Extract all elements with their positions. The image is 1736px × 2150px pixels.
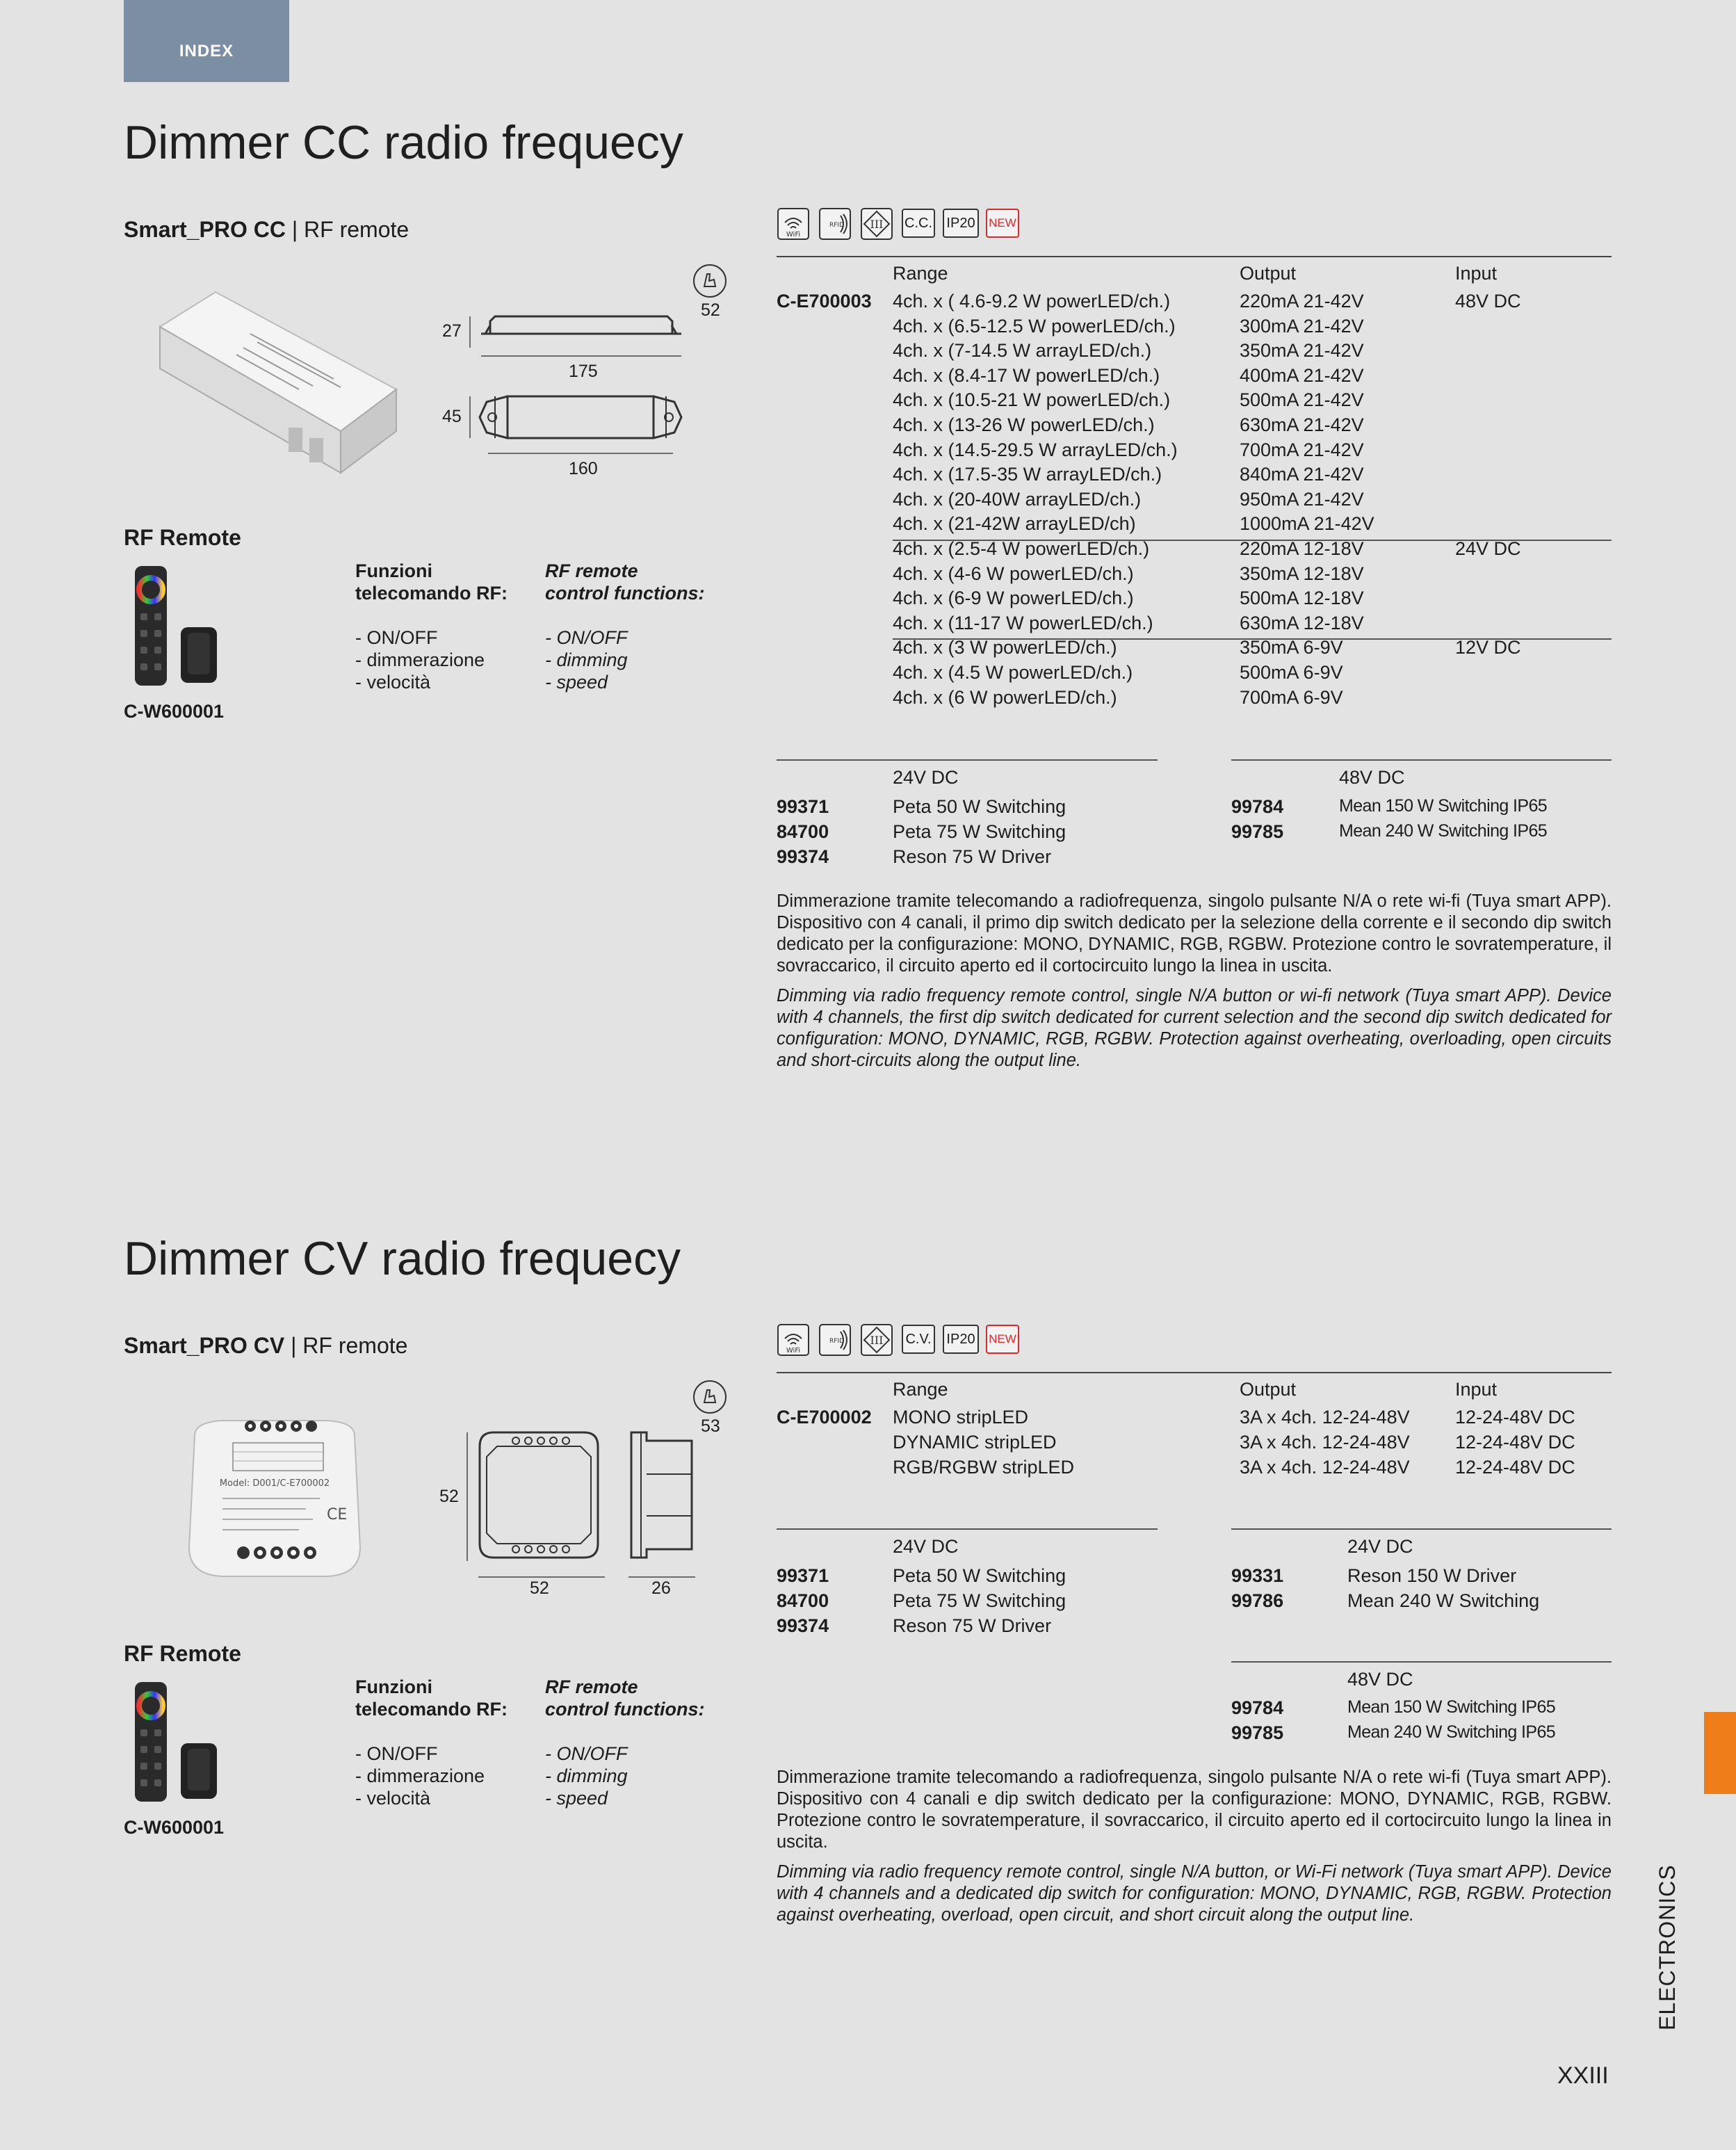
cc-product-code: C-E700003 — [777, 291, 872, 312]
cc-range-cell: 4ch. x (17.5-35 W arrayLED/ch.) — [893, 464, 1162, 485]
cv-input-cell: 12-24-48V DC — [1455, 1457, 1575, 1478]
cc-output-cell: 630mA 21-42V — [1240, 414, 1364, 435]
cv-ps-right2-code: 99785 — [1231, 1722, 1284, 1743]
cc-header-output: Output — [1240, 263, 1297, 284]
cv-remote-en-item: - dimming — [545, 1765, 628, 1786]
cv-remote-en-item: - speed — [545, 1788, 608, 1809]
svg-text:WiFi: WiFi — [786, 231, 801, 239]
cc-header-input: Input — [1455, 263, 1498, 284]
cv-ps-left-name: Reson 75 W Driver — [893, 1615, 1052, 1636]
cv-ps-left-code: 84700 — [777, 1590, 829, 1611]
cv-desc-it: Dimmerazione tramite telecomando a radiofrequenza, singolo pulsante N/A o rete wi-fi (Tuya smart APP). Dispositivo con 4 canali e dip switch dedicato per la configurazione: MONO, DYNAMIC, RGB, RGBW. Protezione contro le sovratemperature, il sovraccarico, il circuito aperto ed il cortocircuito lungo la linea in uscita. — [777, 1768, 1612, 1852]
cv-remote-en-title-1: RF remote — [545, 1676, 638, 1697]
cc-remote-title: RF Remote — [124, 525, 241, 550]
cv-device-label: Model: D001/C-E700002 — [219, 1478, 330, 1489]
cv-ps-right2-name: Mean 240 W Switching IP65 — [1347, 1722, 1556, 1742]
cc-ps-left-rule — [777, 759, 1158, 761]
cv-remote-en-title-2: control functions: — [545, 1699, 705, 1720]
cc-dim-width: 45 — [442, 407, 462, 426]
cc-output-cell: 350mA 6-9V — [1240, 637, 1343, 658]
index-tab[interactable]: INDEX — [124, 0, 289, 82]
cc-ps-left-name: Reson 75 W Driver — [893, 846, 1052, 867]
svg-text:RFID: RFID — [829, 222, 845, 229]
cv-output-cell: 3A x 4ch. 12-24-48V — [1240, 1457, 1410, 1478]
cc-range-cell: 4ch. x (10.5-21 W powerLED/ch.) — [893, 389, 1171, 411]
cc-range-cell: 4ch. x (20-40W arrayLED/ch.) — [893, 488, 1142, 510]
cc-output-cell: 500mA 6-9V — [1240, 662, 1343, 683]
cv-subtitle — [124, 1333, 407, 1359]
cc-ps-right-name: Mean 150 W Switching IP65 — [1339, 796, 1548, 816]
cv-ps-left-name: Peta 50 W Switching — [893, 1565, 1066, 1586]
cc-range-cell: 4ch. x (6-9 W powerLED/ch.) — [893, 588, 1134, 609]
cc-group-input: 48V DC — [1455, 291, 1521, 312]
cc-range-cell: 4ch. x (8.4-17 W powerLED/ch.) — [893, 364, 1160, 386]
svg-text:III: III — [870, 218, 884, 231]
cv-remote-it — [355, 1676, 508, 1809]
cc-remote-it-title-2: telecomando RF: — [355, 583, 508, 604]
cv-ps-left-code: 99374 — [777, 1615, 829, 1636]
cc-product-photo — [153, 285, 403, 480]
cc-remote-it — [355, 560, 508, 693]
cc-group-input: 24V DC — [1455, 538, 1521, 559]
cc-output-cell: 350mA 21-42V — [1240, 340, 1364, 362]
cv-remote-it-item: - dimmerazione — [355, 1765, 485, 1786]
cv-ps-right-name: Mean 240 W Switching — [1347, 1590, 1540, 1611]
cc-remote-en — [545, 560, 704, 693]
cc-ps-right-title: 48V DC — [1339, 767, 1405, 788]
cc-output-cell: 840mA 21-42V — [1240, 464, 1364, 485]
cv-ps-left-rule — [777, 1528, 1158, 1530]
cc-dim-height: 27 — [442, 321, 462, 341]
cc-output-cell: 500mA 12-18V — [1240, 588, 1364, 609]
cc-output-cell: 220mA 12-18V — [1240, 538, 1364, 559]
cc-remote-en-title-2: control functions: — [545, 583, 705, 604]
cc-remote-it-title-1: Funzioni — [355, 560, 432, 581]
cc-desc-en: Dimming via radio frequency remote control, single N/A button or wi-fi network (Tuya smart APP). Device with 4 channels, the first dip switch dedicated for current selection and the second dip switch dedicated for configuration: MONO, DYNAMIC, RGB, RGBW. Protection against overheating, overloading, open circuits and short-circuits along the output line. — [777, 986, 1612, 1070]
cv-ps-right-name: Reson 150 W Driver — [1347, 1565, 1517, 1586]
cv-range-cell: DYNAMIC stripLED — [893, 1432, 1057, 1453]
cc-dim-fix: 160 — [569, 459, 598, 478]
cc-range-cell: 4ch. x (3 W powerLED/ch.) — [893, 637, 1117, 658]
cv-ps-right2-rule — [1231, 1661, 1612, 1663]
cv-input-cell: 12-24-48V DC — [1455, 1432, 1575, 1453]
cc-range-cell: 4ch. x (4-6 W powerLED/ch.) — [893, 563, 1134, 584]
cc-remote-en-title-1: RF remote — [545, 560, 638, 581]
cc-badge-new: NEW — [986, 209, 1019, 238]
cc-range-cell: 4ch. x (4.5 W powerLED/ch.) — [893, 662, 1133, 683]
cv-cert-icons — [777, 1323, 899, 1357]
cc-ps-left-title: 24V DC — [893, 767, 959, 788]
cc-range-cell: 4ch. x (13-26 W powerLED/ch.) — [893, 414, 1155, 435]
cc-remote-code: C-W600001 — [124, 701, 225, 722]
cc-remote-it-item: - dimmerazione — [355, 649, 485, 670]
cc-output-cell: 400mA 21-42V — [1240, 364, 1364, 386]
cv-output-cell: 3A x 4ch. 12-24-48V — [1240, 1407, 1410, 1428]
cv-desc-en: Dimming via radio frequency remote control, single N/A button, or Wi-Fi network (Tuya smart APP). Device with 4 channels and a dedicated dip switch for configuration: MONO, DYNAMIC, RGB, RGBW. Protection against overheating, overload, open circuit, and short circuit along the output line. — [777, 1862, 1612, 1925]
cc-output-cell: 1000mA 21-42V — [1240, 513, 1374, 535]
cc-ps-right-code: 99784 — [1231, 796, 1284, 817]
cv-header-input: Input — [1455, 1379, 1498, 1400]
cc-header-range: Range — [893, 263, 948, 284]
cv-range-cell: MONO stripLED — [893, 1407, 1029, 1428]
cv-ref-page: 53 — [701, 1416, 720, 1436]
svg-text:CE: CE — [327, 1506, 348, 1523]
cc-range-cell: 4ch. x (21-42W arrayLED/ch) — [893, 513, 1136, 535]
cc-ps-right-code: 99785 — [1231, 821, 1284, 842]
cc-desc-it: Dimmerazione tramite telecomando a radiofrequenza, singolo pulsante N/A o rete wi-fi (Tuya smart APP). Dispositivo con 4 canali, il primo dip switch dedicato per la selezione della corrente e il secondo dip switch dedicato per la configurazione: MONO, DYNAMIC, RGB, RGBW. Protezione contro le sovratemperature, il sovraccarico, il circuito aperto ed il cortocircuito lungo la linea in uscita. — [777, 891, 1612, 976]
cc-badge-cc: C.C. — [902, 209, 935, 238]
cc-hand-icon — [692, 263, 728, 299]
cv-input-cell: 12-24-48V DC — [1455, 1407, 1575, 1428]
cc-remote-en-item: - speed — [545, 672, 608, 693]
cc-badge-ip20: IP20 — [943, 209, 979, 238]
cc-output-cell: 700mA 21-42V — [1240, 439, 1364, 460]
side-section-label[interactable]: ELECTRONICS — [1655, 1864, 1680, 2030]
cc-ps-right-name: Mean 240 W Switching IP65 — [1339, 821, 1548, 841]
cv-badge-new: NEW — [986, 1325, 1019, 1354]
cv-header-range: Range — [893, 1379, 948, 1400]
cv-ps-right-code: 99786 — [1231, 1590, 1284, 1611]
cv-ps-right2-code: 99784 — [1231, 1697, 1284, 1718]
cc-dim-length: 175 — [569, 362, 598, 381]
cv-dim-depth: 26 — [651, 1578, 671, 1598]
cc-ps-left-code: 99374 — [777, 846, 829, 867]
cc-subtitle-bold: Smart_PRO CC — [124, 217, 286, 242]
cv-remote-it-title-2: telecomando RF: — [355, 1699, 508, 1720]
cc-cert-icons — [777, 207, 899, 241]
cv-remote-it-item: - ON/OFF — [355, 1743, 438, 1764]
cc-title: Dimmer CC radio frequecy — [124, 116, 683, 169]
cc-remote-photo — [129, 563, 227, 688]
svg-text:RFID: RFID — [829, 1338, 845, 1345]
cc-range-cell: 4ch. x ( 4.6-9.2 W powerLED/ch.) — [893, 291, 1171, 312]
cc-remote-it-item: - velocità — [355, 672, 431, 693]
cv-header-output: Output — [1240, 1379, 1297, 1400]
cc-ps-left-name: Peta 75 W Switching — [893, 821, 1066, 842]
cv-remote-title: RF Remote — [124, 1641, 241, 1666]
cv-product-code: C-E700002 — [777, 1407, 872, 1428]
cv-remote-en-item: - ON/OFF — [545, 1743, 628, 1764]
cc-range-cell: 4ch. x (6.5-12.5 W powerLED/ch.) — [893, 315, 1176, 337]
cv-title: Dimmer CV radio frequecy — [124, 1232, 681, 1285]
cv-remote-code: C-W600001 — [124, 1817, 225, 1838]
cv-ps-right2-title: 48V DC — [1347, 1669, 1413, 1690]
cc-output-cell: 350mA 12-18V — [1240, 563, 1364, 584]
cc-range-cell: 4ch. x (7-14.5 W arrayLED/ch.) — [893, 340, 1152, 362]
cc-output-cell: 500mA 21-42V — [1240, 389, 1364, 411]
cc-range-cell: 4ch. x (2.5-4 W powerLED/ch.) — [893, 538, 1150, 559]
cv-remote-en — [545, 1676, 704, 1809]
cc-remote-it-item: - ON/OFF — [355, 627, 438, 648]
cc-range-cell: 4ch. x (11-17 W powerLED/ch.) — [893, 612, 1153, 633]
cv-table-top-rule — [777, 1372, 1612, 1373]
cc-output-cell: 220mA 21-42V — [1240, 291, 1364, 312]
cv-dimension-drawing — [459, 1425, 702, 1585]
cv-remote-it-item: - velocità — [355, 1788, 431, 1809]
svg-text:WiFi: WiFi — [786, 1347, 801, 1355]
cc-output-cell: 950mA 21-42V — [1240, 488, 1364, 510]
cc-output-cell: 630mA 12-18V — [1240, 612, 1364, 633]
cv-range-cell: RGB/RGBW stripLED — [893, 1457, 1075, 1478]
cc-ref-page: 52 — [701, 300, 720, 320]
cc-remote-en-item: - ON/OFF — [545, 627, 628, 648]
cc-ps-left-code: 84700 — [777, 821, 829, 842]
cc-range-cell: 4ch. x (14.5-29.5 W arrayLED/ch.) — [893, 439, 1178, 460]
svg-text:III: III — [870, 1334, 884, 1347]
cc-output-cell: 300mA 21-42V — [1240, 315, 1364, 337]
cv-ps-left-title: 24V DC — [893, 1536, 959, 1557]
cv-remote-photo — [129, 1679, 227, 1804]
cv-subtitle-rest: | RF remote — [284, 1333, 408, 1358]
cc-subtitle — [124, 217, 409, 243]
cv-ps-right-rule — [1231, 1528, 1612, 1530]
cv-ps-right2-name: Mean 150 W Switching IP65 — [1347, 1697, 1556, 1717]
cv-product-photo — [181, 1408, 368, 1592]
cv-ps-left-code: 99371 — [777, 1565, 829, 1586]
cv-subtitle-bold: Smart_PRO CV — [124, 1333, 285, 1358]
page-number: XXIII — [1557, 2062, 1609, 2089]
cv-dim-height: 52 — [439, 1487, 459, 1506]
cc-range-cell: 4ch. x (6 W powerLED/ch.) — [893, 686, 1117, 708]
cc-remote-en-item: - dimming — [545, 649, 628, 670]
cc-ps-left-code: 99371 — [777, 796, 829, 817]
cv-ps-left-name: Peta 75 W Switching — [893, 1590, 1066, 1611]
cc-table-top-rule — [777, 256, 1612, 257]
cv-ps-right-title: 24V DC — [1347, 1536, 1413, 1557]
cc-subtitle-rest: | RF remote — [285, 217, 409, 242]
cv-hand-icon — [692, 1379, 728, 1415]
cc-output-cell: 700mA 6-9V — [1240, 686, 1343, 708]
cv-dim-width: 52 — [530, 1578, 549, 1598]
cc-ps-right-rule — [1231, 759, 1612, 761]
cv-badge-ip20: IP20 — [943, 1325, 979, 1354]
cc-ps-left-name: Peta 50 W Switching — [893, 796, 1066, 817]
cv-remote-it-title-1: Funzioni — [355, 1676, 432, 1697]
cv-output-cell: 3A x 4ch. 12-24-48V — [1240, 1432, 1410, 1453]
cc-group-input: 12V DC — [1455, 637, 1521, 658]
cv-ps-right-code: 99331 — [1231, 1565, 1284, 1586]
section-color-marker — [1704, 1712, 1736, 1794]
cv-badge-cv: C.V. — [902, 1325, 935, 1354]
